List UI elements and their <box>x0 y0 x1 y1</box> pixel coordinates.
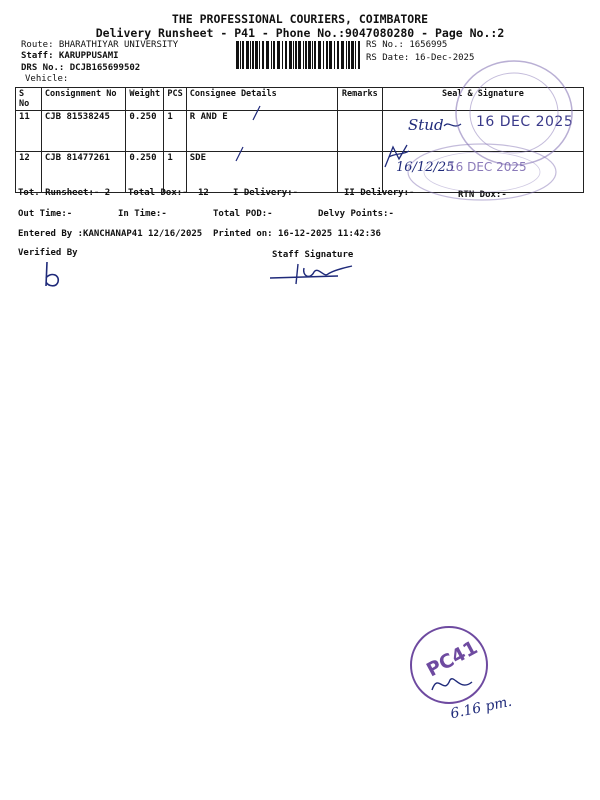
barcode-bar <box>295 41 297 69</box>
barcode-bar <box>341 41 344 69</box>
barcode-bar <box>282 41 283 69</box>
drs-number: DRS No.: DCJB165699502 <box>21 63 141 73</box>
cell-sno: 11 <box>16 111 42 152</box>
barcode-bar <box>255 41 258 69</box>
date-stamp-2: 16 DEC 2025 <box>448 160 527 174</box>
cell-weight: 0.250 <box>126 111 164 152</box>
cell-pcs: 1 <box>164 111 186 152</box>
barcode-bar <box>246 41 249 69</box>
barcode-bar <box>346 41 347 69</box>
barcode-bar <box>303 41 304 69</box>
barcode-bar <box>271 41 272 69</box>
barcode-bar <box>273 41 275 69</box>
barcode-bar <box>348 41 350 69</box>
barcode-bar <box>262 41 264 69</box>
handwriting-row2: 16/12/25 <box>396 160 455 175</box>
staff-label: Staff: KARUPPUSAMI <box>21 51 119 61</box>
barcode-bar <box>293 41 294 69</box>
printed-on: Printed on: 16-12-2025 11:42:36 <box>213 229 381 239</box>
date-stamp-1: 16 DEC 2025 <box>476 114 574 130</box>
barcode-bar <box>329 41 332 69</box>
cell-consignee: R AND E <box>186 111 337 152</box>
verified-by-label: Verified By <box>18 248 78 258</box>
ii-delivery: II Delivery:- <box>344 188 415 198</box>
barcode-bar <box>259 41 260 69</box>
barcode-bar <box>314 41 316 69</box>
out-time: Out Time:- <box>18 209 73 219</box>
i-delivery: I Delivery:- <box>233 188 299 198</box>
staff-signature-label: Staff Signature <box>272 250 354 260</box>
col-consignment: Consignment No <box>41 88 126 111</box>
col-weight: Weight <box>126 88 164 111</box>
handwriting-row1: Stud <box>408 116 444 134</box>
barcode-bar <box>285 41 287 69</box>
pc41-signature <box>430 670 475 698</box>
col-consignee: Consignee Details <box>186 88 337 111</box>
cell-weight: 0.250 <box>126 152 164 193</box>
total-dox-value: 12 <box>198 188 209 198</box>
barcode <box>236 41 360 69</box>
entered-by: Entered By :KANCHANAP41 12/16/2025 <box>18 229 203 239</box>
tick-mark-row2 <box>233 146 245 162</box>
barcode-bar <box>334 41 335 69</box>
cell-pcs: 1 <box>164 152 186 193</box>
time-note: 6.16 pm. <box>449 693 514 723</box>
pc41-stamp-text: PC41 <box>423 636 482 682</box>
tot-runsheet: Tot. Runsheet:- 2 <box>18 188 111 198</box>
barcode-bar <box>337 41 339 69</box>
barcode-bar <box>266 41 269 69</box>
barcode-bar <box>252 41 254 69</box>
barcode-bar <box>289 41 292 69</box>
total-dox-label: Total Dox:- <box>128 188 188 198</box>
vehicle-label: Vehicle: <box>25 74 69 84</box>
barcode-bar <box>298 41 301 69</box>
cell-consignment: CJB 81538245 <box>41 111 126 152</box>
col-sno: S No <box>16 88 42 111</box>
barcode-bar <box>351 41 354 69</box>
company-title: THE PROFESSIONAL COURIERS, COIMBATORE <box>171 12 429 26</box>
rs-number: RS No.: 1656995 <box>366 40 448 50</box>
col-pcs: PCS <box>164 88 186 111</box>
cell-remarks <box>337 152 382 193</box>
col-seal: Seal & Signature <box>382 88 583 111</box>
oval-seal <box>402 138 562 208</box>
barcode-bar <box>326 41 328 69</box>
rs-date: RS Date: 16-Dec-2025 <box>366 53 475 63</box>
barcode-bar <box>242 41 244 69</box>
barcode-bar <box>305 41 307 69</box>
total-pod: Total POD:- <box>213 209 273 219</box>
barcode-bar <box>358 41 360 69</box>
barcode-bar <box>312 41 313 69</box>
barcode-bar <box>318 41 321 69</box>
cell-remarks <box>337 111 382 152</box>
rtn-dox: RTN Dox:- <box>458 190 507 200</box>
barcode-bar <box>277 41 280 69</box>
route-label: Route: BHARATHIYAR UNIVERSITY <box>21 40 179 50</box>
cell-consignment: CJB 81477261 <box>41 152 126 193</box>
barcode-bar <box>240 41 241 69</box>
barcode-bar <box>250 41 251 69</box>
verified-signature <box>38 260 68 290</box>
delvy-points: Delvy Points:- <box>318 209 394 219</box>
barcode-bar <box>323 41 324 69</box>
barcode-bar <box>355 41 356 69</box>
barcode-bar <box>308 41 311 69</box>
tick-mark-row1 <box>250 105 262 121</box>
cell-consignee: SDE <box>186 152 337 193</box>
barcode-bar <box>236 41 239 69</box>
in-time: In Time:- <box>118 209 167 219</box>
cell-sno: 12 <box>16 152 42 193</box>
runsheet-subtitle: Delivery Runsheet - P41 - Phone No.:9047080280 - Page No.:2 <box>95 26 505 40</box>
staff-signature <box>268 262 358 286</box>
col-remarks: Remarks <box>337 88 382 111</box>
